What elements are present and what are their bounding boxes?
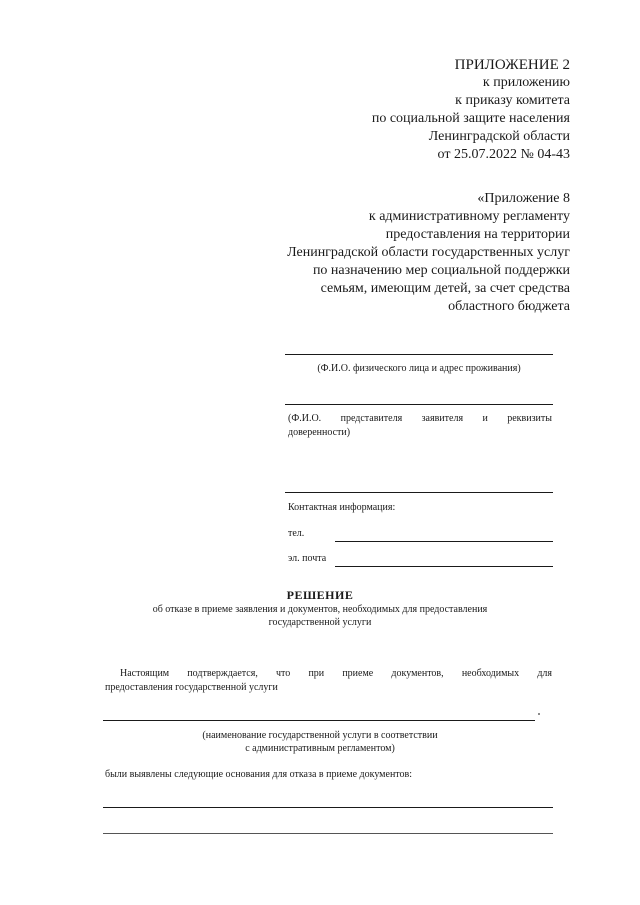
service-caption: (наименование государственной услуги в соответствии bbox=[202, 730, 438, 741]
appendix-header bbox=[372, 56, 570, 164]
regulation-line: семьям, имеющим детей, за счет средства bbox=[320, 281, 570, 296]
regulation-line: Ленинградской области государственных услуг bbox=[287, 245, 570, 260]
applicant-underline bbox=[285, 354, 553, 355]
appendix-line: к приказу комитета bbox=[455, 93, 570, 108]
phone-label: тел. bbox=[288, 528, 305, 539]
appendix-line: к приложению bbox=[482, 75, 570, 90]
confirmation-paragraph-cont: предоставления государственной услуги bbox=[105, 682, 278, 693]
decision-subtitle-cont: государственной услуги bbox=[268, 617, 372, 628]
service-caption-cont: с административным регламентом) bbox=[245, 743, 395, 754]
appendix-line: Ленинградской области bbox=[428, 129, 570, 144]
regulation-header bbox=[287, 190, 570, 316]
appendix-title: ПРИЛОЖЕНИЕ 2 bbox=[454, 57, 570, 73]
grounds-line-2 bbox=[103, 833, 553, 834]
confirmation-paragraph: Настоящим подтверждается, что при приеме документов, необходимых для bbox=[120, 668, 552, 679]
regulation-line: по назначению мер социальной поддержки bbox=[312, 263, 570, 278]
representative-caption-cont: доверенности) bbox=[288, 427, 351, 438]
decision-title: РЕШЕНИЕ bbox=[286, 588, 354, 602]
scan-speck bbox=[538, 713, 540, 715]
decision-subtitle: об отказе в приеме заявления и документов, необходимых для предоставления bbox=[152, 604, 488, 615]
grounds-line-1 bbox=[103, 807, 553, 808]
regulation-line: областного бюджета bbox=[448, 299, 570, 314]
regulation-line: «Приложение 8 bbox=[477, 191, 570, 206]
appendix-line: по социальной защите населения bbox=[371, 111, 570, 126]
regulation-line: предоставления на территории bbox=[385, 227, 570, 242]
email-field-line bbox=[335, 566, 553, 567]
contact-label: Контактная информация: bbox=[288, 502, 396, 513]
email-label: эл. почта bbox=[288, 553, 327, 564]
service-name-line bbox=[103, 720, 535, 721]
applicant-caption: (Ф.И.О. физического лица и адрес проживания) bbox=[317, 363, 521, 374]
contact-top-line bbox=[285, 492, 553, 493]
grounds-text: были выявлены следующие основания для отказа в приеме документов: bbox=[105, 769, 413, 780]
appendix-line: от 25.07.2022 № 04-43 bbox=[437, 147, 570, 162]
representative-caption: (Ф.И.О. представителя заявителя и реквизиты bbox=[288, 413, 552, 424]
regulation-line: к административному регламенту bbox=[368, 209, 570, 224]
phone-field-line bbox=[335, 541, 553, 542]
representative-underline bbox=[285, 404, 553, 405]
